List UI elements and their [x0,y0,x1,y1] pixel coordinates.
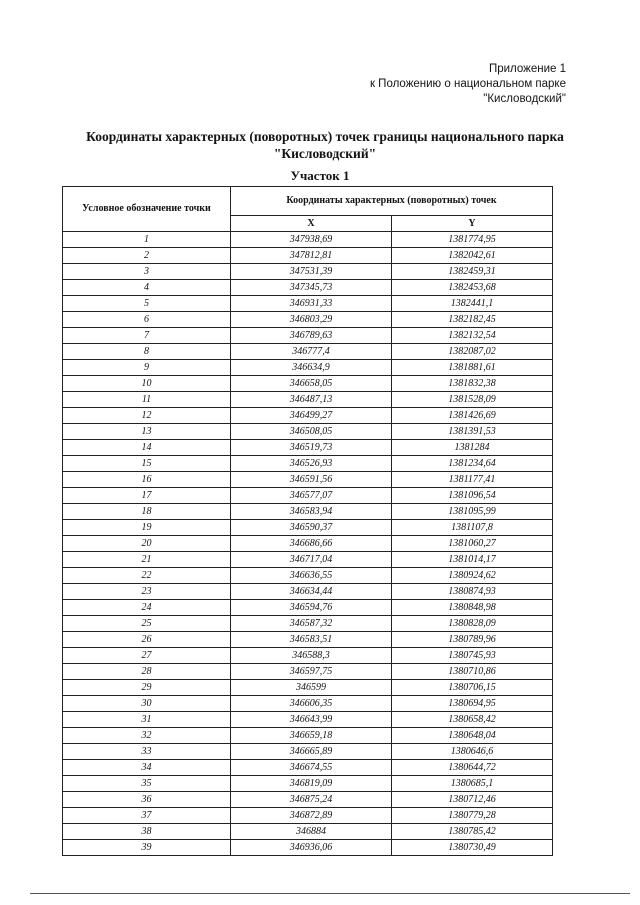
point-number-cell: 22 [63,568,231,584]
x-coordinate-cell: 346634,44 [231,584,392,600]
x-coordinate-cell: 346583,94 [231,504,392,520]
x-coordinate-cell: 346594,76 [231,600,392,616]
x-coordinate-cell: 347938,69 [231,232,392,248]
table-row [63,808,553,824]
x-coordinate-cell: 346590,37 [231,520,392,536]
point-number-cell: 39 [63,840,231,856]
x-coordinate-cell: 346591,56 [231,472,392,488]
x-coordinate-cell: 346875,24 [231,792,392,808]
point-number-cell: 15 [63,456,231,472]
x-coordinate-cell: 346583,51 [231,632,392,648]
point-number-cell: 8 [63,344,231,360]
point-number-cell: 35 [63,776,231,792]
point-number-cell: 33 [63,744,231,760]
x-coordinate-cell: 346636,55 [231,568,392,584]
point-number-cell: 4 [63,280,231,296]
table-row [63,616,553,632]
appendix-line-1: Приложение 1 [488,63,566,75]
table-row [63,440,553,456]
x-coordinate-cell: 346643,99 [231,712,392,728]
header-x: X [231,216,392,232]
point-number-cell: 20 [63,536,231,552]
x-coordinate-cell: 346665,89 [231,744,392,760]
y-coordinate-cell: 1382087,02 [392,344,553,360]
point-number-cell: 25 [63,616,231,632]
coordinates-table [62,186,553,856]
y-coordinate-cell: 1380648,04 [392,728,553,744]
y-coordinate-cell: 1381774,95 [392,232,553,248]
x-coordinate-cell: 346884 [231,824,392,840]
appendix-line-3: "Кисловодский" [483,93,566,105]
appendix-header [370,62,566,107]
table-row [63,600,553,616]
point-number-cell: 31 [63,712,231,728]
x-coordinate-cell: 346717,04 [231,552,392,568]
y-coordinate-cell: 1381528,09 [392,392,553,408]
appendix-line-2: к Положению о национальном парке [369,78,566,90]
y-coordinate-cell: 1380644,72 [392,760,553,776]
point-number-cell: 17 [63,488,231,504]
x-coordinate-cell: 346777,4 [231,344,392,360]
y-coordinate-cell: 1381832,38 [392,376,553,392]
point-number-cell: 13 [63,424,231,440]
y-coordinate-cell: 1381096,54 [392,488,553,504]
x-coordinate-cell: 346674,55 [231,760,392,776]
point-number-cell: 14 [63,440,231,456]
x-coordinate-cell: 346577,07 [231,488,392,504]
page-bottom-rule [30,893,630,894]
y-coordinate-cell: 1382042,61 [392,248,553,264]
y-coordinate-cell: 1380712,46 [392,792,553,808]
table-row [63,376,553,392]
y-coordinate-cell: 1380685,1 [392,776,553,792]
x-coordinate-cell: 346606,35 [231,696,392,712]
table-row [63,488,553,504]
table-row [63,280,553,296]
table-row [63,824,553,840]
x-coordinate-cell: 346686,66 [231,536,392,552]
table-row [63,760,553,776]
point-number-cell: 23 [63,584,231,600]
y-coordinate-cell: 1380730,49 [392,840,553,856]
y-coordinate-cell: 1380658,42 [392,712,553,728]
table-row [63,296,553,312]
x-coordinate-cell: 346931,33 [231,296,392,312]
point-number-cell: 2 [63,248,231,264]
table-row [63,328,553,344]
x-coordinate-cell: 346519,73 [231,440,392,456]
x-coordinate-cell: 346599 [231,680,392,696]
x-coordinate-cell: 346597,75 [231,664,392,680]
document-title [70,128,580,162]
point-number-cell: 9 [63,360,231,376]
table-row [63,344,553,360]
x-coordinate-cell: 347345,73 [231,280,392,296]
x-coordinate-cell: 346634,9 [231,360,392,376]
table-row [63,392,553,408]
table-row [63,696,553,712]
table-row [63,728,553,744]
x-coordinate-cell: 347531,39 [231,264,392,280]
table-row [63,664,553,680]
y-coordinate-cell: 1381107,8 [392,520,553,536]
x-coordinate-cell: 346803,29 [231,312,392,328]
y-coordinate-cell: 1380745,93 [392,648,553,664]
point-number-cell: 11 [63,392,231,408]
y-coordinate-cell: 1380848,98 [392,600,553,616]
header-point: Условное обозначение точки [63,187,231,232]
plot-label: Участок 1 [290,168,350,183]
table-row [63,632,553,648]
point-number-cell: 1 [63,232,231,248]
table-row [63,744,553,760]
point-number-cell: 21 [63,552,231,568]
y-coordinate-cell: 1382132,54 [392,328,553,344]
point-number-cell: 34 [63,760,231,776]
point-number-cell: 10 [63,376,231,392]
point-number-cell: 27 [63,648,231,664]
y-coordinate-cell: 1380779,28 [392,808,553,824]
header-coordinates: Координаты характерных (поворотных) точек [231,187,553,216]
table-row [63,360,553,376]
y-coordinate-cell: 1380706,15 [392,680,553,696]
y-coordinate-cell: 1380828,09 [392,616,553,632]
y-coordinate-cell: 1381234,64 [392,456,553,472]
point-number-cell: 5 [63,296,231,312]
table-row [63,792,553,808]
y-coordinate-cell: 1381095,99 [392,504,553,520]
title-line-1: Координаты характерных (поворотных) точек границы национального парка [86,129,564,144]
y-coordinate-cell: 1381391,53 [392,424,553,440]
y-coordinate-cell: 1381060,27 [392,536,553,552]
point-number-cell: 12 [63,408,231,424]
x-coordinate-cell: 346872,89 [231,808,392,824]
x-coordinate-cell: 346526,93 [231,456,392,472]
table-row [63,648,553,664]
y-coordinate-cell: 1380874,93 [392,584,553,600]
x-coordinate-cell: 346587,32 [231,616,392,632]
table-row [63,584,553,600]
point-number-cell: 26 [63,632,231,648]
y-coordinate-cell: 1381284 [392,440,553,456]
point-number-cell: 30 [63,696,231,712]
y-coordinate-cell: 1381426,69 [392,408,553,424]
y-coordinate-cell: 1380789,96 [392,632,553,648]
table-row [63,536,553,552]
point-number-cell: 7 [63,328,231,344]
x-coordinate-cell: 346789,63 [231,328,392,344]
point-number-cell: 38 [63,824,231,840]
header-y: Y [392,216,553,232]
point-number-cell: 28 [63,664,231,680]
table-row [63,568,553,584]
y-coordinate-cell: 1382459,31 [392,264,553,280]
point-number-cell: 36 [63,792,231,808]
x-coordinate-cell: 346658,05 [231,376,392,392]
table-row [63,680,553,696]
point-number-cell: 24 [63,600,231,616]
table-row [63,424,553,440]
y-coordinate-cell: 1380924,62 [392,568,553,584]
x-coordinate-cell: 346487,13 [231,392,392,408]
x-coordinate-cell: 346659,18 [231,728,392,744]
y-coordinate-cell: 1382182,45 [392,312,553,328]
point-number-cell: 6 [63,312,231,328]
y-coordinate-cell: 1380785,42 [392,824,553,840]
y-coordinate-cell: 1381014,17 [392,552,553,568]
point-number-cell: 16 [63,472,231,488]
table-body [63,232,553,856]
table-row [63,840,553,856]
x-coordinate-cell: 346588,3 [231,648,392,664]
table-row [63,504,553,520]
table-row [63,552,553,568]
y-coordinate-cell: 1381881,61 [392,360,553,376]
title-line-2: "Кисловодский" [273,146,377,161]
table-row [63,472,553,488]
table-row [63,776,553,792]
point-number-cell: 32 [63,728,231,744]
table-row [63,712,553,728]
y-coordinate-cell: 1382441,1 [392,296,553,312]
point-number-cell: 29 [63,680,231,696]
table-row [63,264,553,280]
x-coordinate-cell: 346508,05 [231,424,392,440]
x-coordinate-cell: 347812,81 [231,248,392,264]
y-coordinate-cell: 1381177,41 [392,472,553,488]
table-row [63,456,553,472]
point-number-cell: 18 [63,504,231,520]
y-coordinate-cell: 1380710,86 [392,664,553,680]
point-number-cell: 37 [63,808,231,824]
x-coordinate-cell: 346819,09 [231,776,392,792]
table-row [63,520,553,536]
table-row [63,312,553,328]
table-row [63,232,553,248]
y-coordinate-cell: 1380694,95 [392,696,553,712]
point-number-cell: 19 [63,520,231,536]
table-row [63,408,553,424]
point-number-cell: 3 [63,264,231,280]
x-coordinate-cell: 346499,27 [231,408,392,424]
y-coordinate-cell: 1382453,68 [392,280,553,296]
table-row [63,248,553,264]
y-coordinate-cell: 1380646,6 [392,744,553,760]
x-coordinate-cell: 346936,06 [231,840,392,856]
